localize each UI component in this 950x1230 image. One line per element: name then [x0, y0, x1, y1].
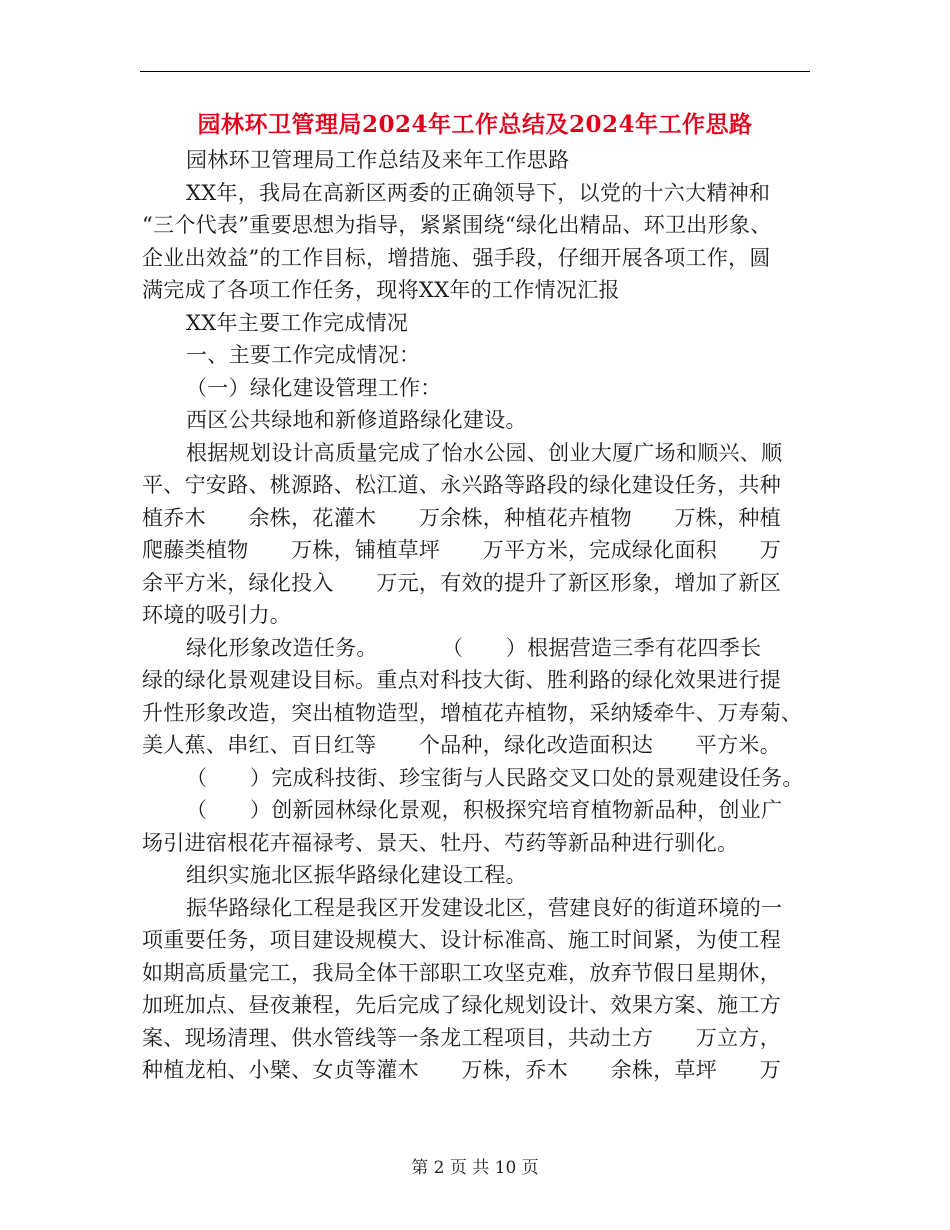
text-line: 案、现场清理、供水管线等一条龙工程项目，共动土方 万立方， — [142, 1025, 781, 1050]
text-line: 企业出效益”的工作目标，增措施、强手段，仔细开展各项工作，圆 — [142, 245, 771, 270]
text-line: “三个代表”重要思想为指导，紧紧围绕“绿化出精品、环卫出形象、 — [142, 213, 772, 237]
text-line: 根据规划设计高质量完成了怡水公园、创业大厦广场和顺兴、顺 — [186, 440, 783, 465]
text-line: 植乔木 余株，花灌木 万余株，种植花卉植物 万株，种植 — [142, 505, 781, 530]
text-line: 升性形象改造，突出植物造型，增植花卉植物，采纳矮牵牛、万寿菊、 — [142, 700, 803, 725]
text-line: 组织实施北区振华路绿化建设工程。 — [186, 863, 527, 887]
text-line: XX年，我局在高新区两委的正确领导下，以党的十六大精神和 — [186, 180, 771, 205]
text-line: 项重要任务，项目建设规模大、设计标准高、施工时间紧，为使工程 — [142, 928, 781, 952]
text-line: 西区公共绿地和新修道路绿化建设。 — [186, 408, 527, 432]
text-line: 绿的绿化景观建设目标。重点对科技大街、胜利路的绿化效果进行提 — [142, 668, 781, 692]
text-line: （一）绿化建设管理工作： — [186, 375, 442, 400]
document-title: 园林环卫管理局2024年工作总结及2024年工作思路 — [197, 111, 753, 138]
header-rule — [140, 71, 810, 72]
text-line: 环境的吸引力。 — [142, 603, 292, 627]
text-line: （ ）完成科技街、珍宝街与人民路交叉口处的景观建设任务。 — [186, 765, 804, 790]
text-line: 一、主要工作完成情况： — [186, 343, 421, 367]
text-line: 绿化形象改造任务。 （ ）根据营造三季有花四季长 — [186, 635, 762, 660]
text-line: 加班加点、昼夜兼程，先后完成了绿化规划设计、效果方案、施工方 — [142, 993, 781, 1017]
text-line: 美人蕉、串红、百日红等 个品种，绿化改造面积达 平方米。 — [142, 733, 781, 757]
text-line: 爬藤类植物 万株，铺植草坪 万平方米，完成绿化面积 万 — [142, 538, 781, 562]
text-line: 余平方米，绿化投入 万元，有效的提升了新区形象，增加了新区 — [142, 570, 781, 595]
text-line: 满完成了各项工作任务，现将XX年的工作情况汇报 — [142, 278, 620, 302]
text-line: 园林环卫管理局工作总结及来年工作思路 — [186, 148, 570, 172]
text-line: 场引进宿根花卉福禄考、景天、牡丹、芍药等新品种进行驯化。 — [142, 830, 739, 855]
text-line: 振华路绿化工程是我区开发建设北区，营建良好的街道环境的一 — [186, 895, 783, 920]
text-line: XX年主要工作完成情况 — [186, 310, 409, 335]
text-line: 种植龙柏、小檗、女贞等灌木 万株，乔木 余株，草坪 万 — [142, 1058, 781, 1082]
text-line: 如期高质量完工，我局全体干部职工攻坚克难，放弃节假日星期休， — [142, 960, 781, 985]
page-footer: 第 2 页 共 10 页 — [411, 1158, 539, 1178]
text-line: （ ）创新园林绿化景观，积极探究培育植物新品种，创业广 — [186, 798, 783, 822]
document-body — [142, 144, 802, 1087]
text-line: 平、宁安路、桃源路、松江道、永兴路等路段的绿化建设任务，共种 — [142, 473, 781, 497]
